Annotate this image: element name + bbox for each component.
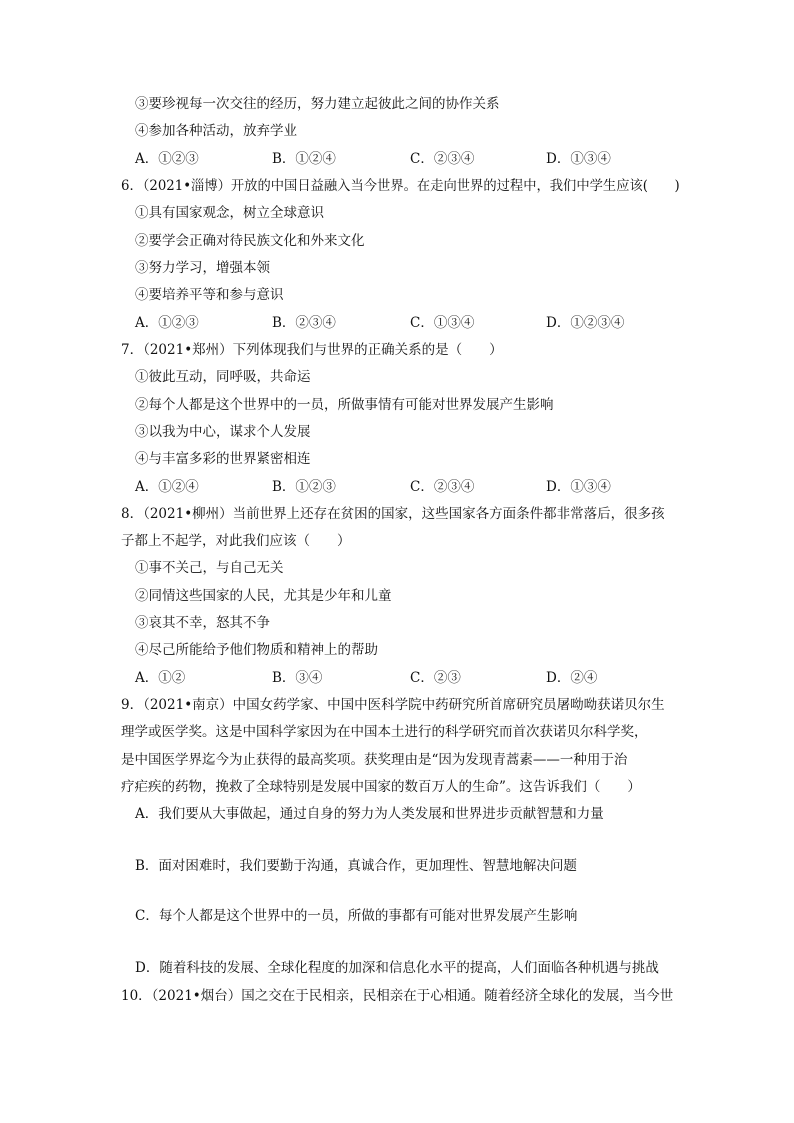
q6-item-2: ②要学会正确对待民族文化和外来文化 <box>135 233 365 249</box>
q7-options <box>0 477 794 497</box>
q10-stem: 10．（2021•烟台）国之交在于民相亲，民相亲在于心相通。随着经济全球化的发展，当今世 <box>121 988 674 1004</box>
q7-item-2: ②每个人都是这个世界中的一员，所做事情有可能对世界发展产生影响 <box>135 397 554 413</box>
q9-choice-d: D．随着科技的发展、全球化程度的加深和信息化水平的提高，人们面临各种机遇与挑战 <box>135 960 659 976</box>
q7-item-1: ①彼此互动，同呼吸，共命运 <box>135 369 311 385</box>
q7-item-4: ④与丰富多彩的世界紧密相连 <box>135 451 311 467</box>
q6-options <box>0 313 794 333</box>
q5-option-b: B．①②④ <box>272 151 336 167</box>
q7-option-a: A．①②④ <box>135 479 199 495</box>
q5-option-a: A．①②③ <box>135 151 199 167</box>
q9-choice-a: A．我们要从大事做起，通过自身的努力为人类发展和世界进步贡献智慧和力量 <box>135 806 604 822</box>
q6-stem: 6．（2021•淄博）开放的中国日益融入当今世界。在走向世界的过程中，我们中学生应该( ) <box>121 178 680 194</box>
q7-option-b: B．①②③ <box>272 479 336 495</box>
q9-stem-line-1: 9．（2021•南京）中国女药学家、中国中医科学院中药研究所首席研究员屠呦呦获诺贝尔生 <box>121 697 665 713</box>
q8-option-c: C．②③ <box>410 670 461 686</box>
q8-stem-line-1: 8．（2021•柳州）当前世界上还存在贫困的国家，这些国家各方面条件都非常落后，很多孩 <box>121 506 665 522</box>
q8-option-b: B．③④ <box>272 670 323 686</box>
q7-option-c: C．②③④ <box>410 479 475 495</box>
q8-item-2: ②同情这些国家的人民，尤其是少年和儿童 <box>135 588 392 604</box>
q7-option-d: D．①③④ <box>546 479 611 495</box>
q8-option-a: A．①② <box>135 670 186 686</box>
q5-item-3: ③要珍视每一次交往的经历，努力建立起彼此之间的协作关系 <box>135 96 500 112</box>
q8-item-4: ④尽己所能给予他们物质和精神上的帮助 <box>135 642 378 658</box>
q6-item-3: ③努力学习，增强本领 <box>135 260 270 276</box>
q5-option-d: D．①③④ <box>546 151 611 167</box>
q6-option-a: A．①②③ <box>135 315 199 331</box>
q7-stem: 7．（2021•郑州）下列体现我们与世界的正确关系的是（ ） <box>121 342 503 358</box>
q8-option-d: D．②④ <box>546 670 598 686</box>
q8-stem-line-2: 子都上不起学，对此我们应该（ ） <box>121 533 351 549</box>
q9-stem-line-3: 是中国医学界迄今为止获得的最高奖项。获奖理由是“因为发现青蒿素——一种用于治 <box>121 752 628 768</box>
q5-option-c: C．②③④ <box>410 151 475 167</box>
q9-stem-line-2: 理学或医学奖。这是中国科学家因为在中国本土进行的科学研究而首次获诺贝尔科学奖， <box>121 724 648 740</box>
q6-option-b: B．②③④ <box>272 315 336 331</box>
q8-item-1: ①事不关己，与自己无关 <box>135 560 284 576</box>
q5-options <box>0 149 794 169</box>
q6-item-1: ①具有国家观念，树立全球意识 <box>135 205 324 221</box>
q6-option-c: C．①③④ <box>410 315 475 331</box>
q6-item-4: ④要培养平等和参与意识 <box>135 287 284 303</box>
q6-option-d: D．①②③④ <box>546 315 625 331</box>
q9-stem-line-4: 疗疟疾的药物，挽救了全球特别是发展中国家的数百万人的生命”。这告诉我们（ ） <box>121 779 641 795</box>
q8-item-3: ③哀其不幸，怒其不争 <box>135 615 270 631</box>
q9-choice-c: C．每个人都是这个世界中的一员，所做的事都有可能对世界发展产生影响 <box>135 908 578 924</box>
q7-item-3: ③以我为中心，谋求个人发展 <box>135 424 311 440</box>
q8-options <box>0 668 794 688</box>
q9-choice-b: B．面对困难时，我们要勤于沟通，真诚合作，更加理性、智慧地解决问题 <box>135 858 577 874</box>
q5-item-4: ④参加各种活动，放弃学业 <box>135 123 297 139</box>
